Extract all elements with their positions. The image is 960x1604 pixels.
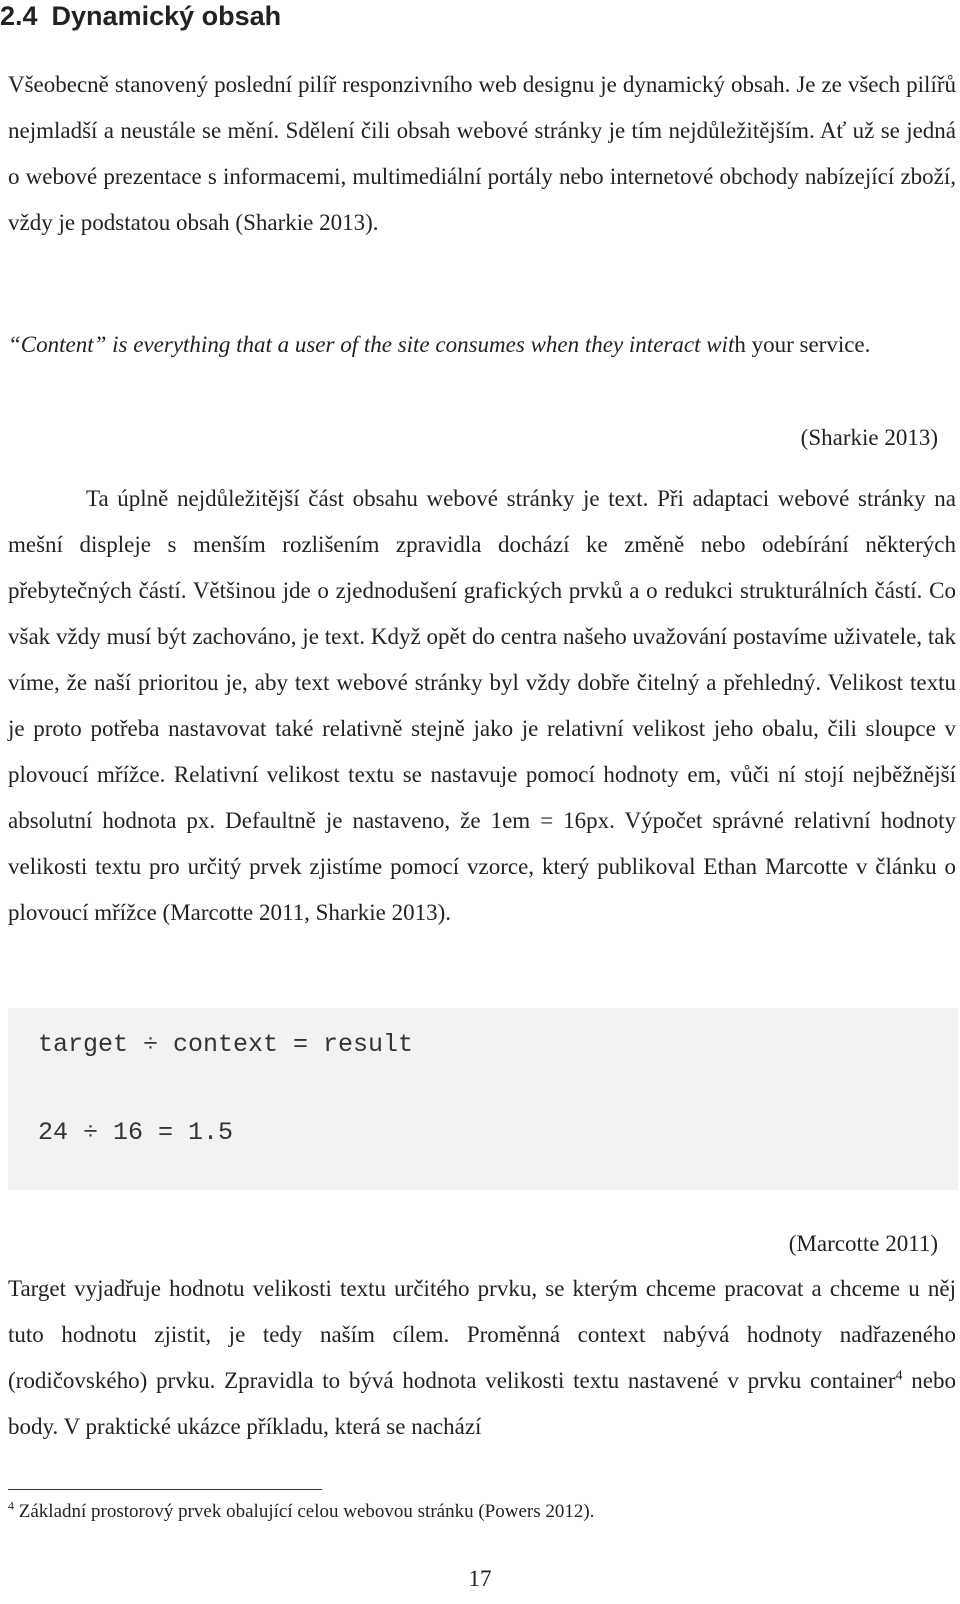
formula-citation: (Marcotte 2011)	[788, 1231, 938, 1256]
formula-line: target ÷ context = result	[38, 1030, 414, 1059]
section-heading	[0, 0, 281, 32]
section-number: 2.4	[0, 1, 38, 31]
last-paragraph	[8, 1266, 956, 1450]
footnote-text: Základní prostorový prvek obalující celou webovou stránku (Powers 2012).	[14, 1501, 595, 1522]
quote-paragraph	[8, 322, 956, 368]
quote-plain-text: h your service.	[734, 332, 871, 357]
main-paragraph-text: Ta úplně nejdůležitější část obsahu webové stránky je text. Při adaptaci webové stránky na mešní displeje s menším rozlišením zpravidla dochází ke změně nebo odebírání některých přebytečných částí. Většinou jde o zjednodušení grafických prvků a o redukci strukturálních částí. Co však vždy musí být zachováno, je text. Když opět do centra našeho uvažování postavíme uživatele, tak víme, že naší prioritou je, aby text webové stránky byl vždy dobře čitelný a přehledný. Velikost textu je proto potřeba nastavovat také relativně stejně jako je relativní velikost jeho obalu, čili sloupce v plovoucí mřížce. Relativní velikost textu se nastavuje pomocí hodnoty em, vůči ní stojí nejběžnější absolutní hodnota px. Defaultně je nastaveno, že 1em = 16px. Výpočet správné relativní hodnoty velikosti textu pro určitý prvek zjistíme pomocí vzorce, který publikoval Ethan Marcotte v článku o plovoucí mřížce (Marcotte 2011, Sharkie 2013).	[8, 486, 956, 925]
footnote-reference: 4	[895, 1368, 903, 1384]
formula-code-block	[8, 1008, 958, 1190]
footnote	[8, 1500, 594, 1524]
section-title: Dynamický obsah	[51, 1, 282, 31]
main-paragraph	[8, 476, 956, 936]
quote-citation: (Sharkie 2013)	[800, 425, 938, 450]
last-paragraph-tail: nebo body. V praktické ukázce příkladu, která se nachází	[8, 1368, 956, 1439]
footnote-divider	[8, 1489, 322, 1490]
page-number: 17	[468, 1566, 492, 1591]
intro-paragraph: Všeobecně stanovený poslední pilíř responzivního web designu je dynamický obsah. Je ze všech pilířů nejmladší a neustále se mění. Sdělení čili obsah webové stránky je tím nejdůležitějším. Ať už se jedná o webové prezentace s informacemi, multimediální portály nebo internetové obchody nabízející zboží, vždy je podstatou obsah (Sharkie 2013).	[8, 72, 956, 235]
formula-example-line: 24 ÷ 16 = 1.5	[38, 1118, 234, 1147]
last-paragraph-text: Target vyjadřuje hodnotu velikosti textu určitého prvku, se kterým chceme pracovat a chceme u něj tuto hodnotu zjistit, je tedy naším cílem. Proměnná context nabývá hodnoty nadřazeného (rodičovského) prvku. Zpravidla to bývá hodnota velikosti textu nastavené v prvku container	[8, 1276, 956, 1393]
quote-italic-text: “Content” is everything that a user of the site consumes when they interact wit	[8, 332, 735, 357]
footnote-mark: 4	[8, 1498, 14, 1513]
